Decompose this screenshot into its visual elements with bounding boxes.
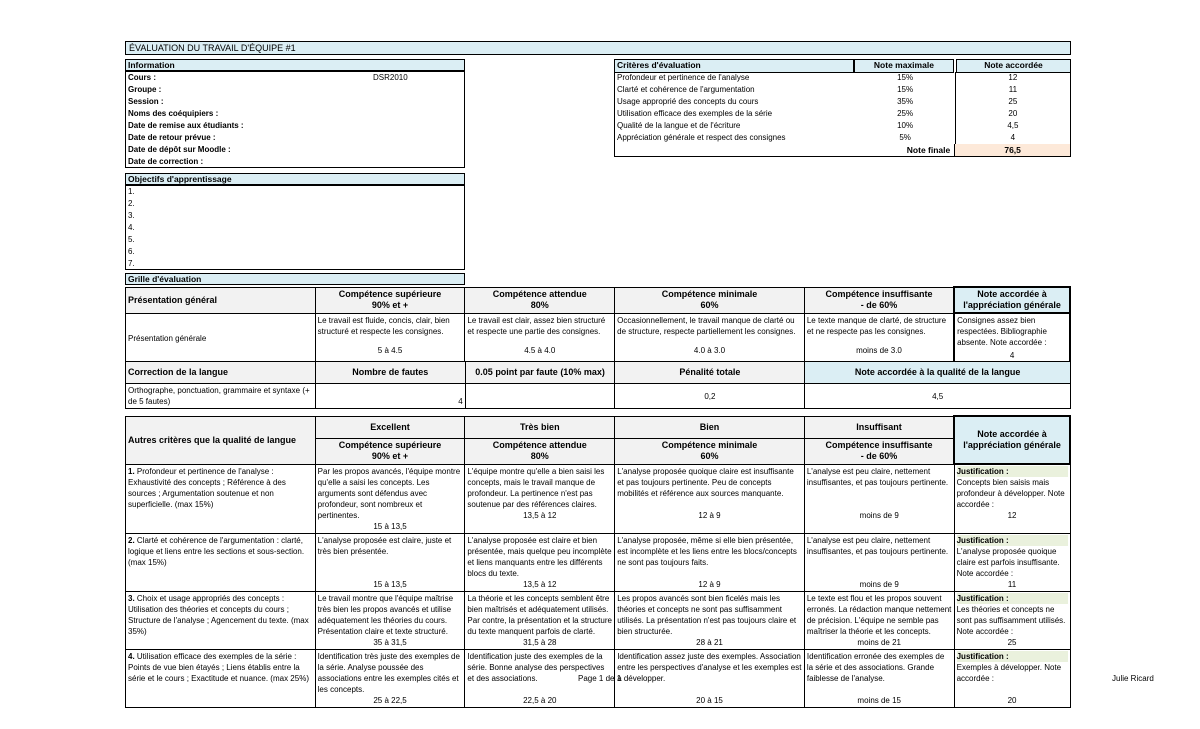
cell-range: 13,5 à 12 bbox=[523, 510, 557, 520]
final-label: Note finale bbox=[906, 145, 951, 155]
cell-text: L'analyse proposée est claire et bien présentée, mais quelque peu incomplète et liens manquants entre les différents blocs du texte. bbox=[467, 535, 612, 578]
cell-range: moins de 21 bbox=[857, 637, 902, 647]
justification-label: Justification : bbox=[957, 535, 1068, 546]
cell-text: Identification assez juste des exemples. Association entre les perspectives d'analyse et les exemples est à développer. bbox=[617, 651, 802, 683]
presentation-head: Présentation général bbox=[126, 287, 316, 313]
criterion-text: Choix et usage appropriés des concepts : Utilisation des théories et concepts du cours ; Structure de l'analyse ; Agencement du texte. (max 35%) bbox=[128, 593, 309, 636]
info-row bbox=[126, 144, 464, 156]
criterion-label bbox=[126, 464, 316, 533]
info-label: Date de retour prévue : bbox=[128, 133, 216, 142]
cell-text: Identification juste des exemples de la série. Bonne analyse des perspectives et des associations. bbox=[467, 651, 605, 683]
langue-table bbox=[125, 361, 1071, 409]
justification-text: Les théories et concepts ne sont pas suffisamment utilisés. Note accordée : bbox=[956, 604, 1066, 636]
criterion-text: Clarté et cohérence de l'argumentation : clarté, logique et liens entre les sections et sous-section. (max 15%) bbox=[128, 535, 305, 567]
criteria-max: 25% bbox=[897, 109, 914, 118]
criterion-cell bbox=[804, 464, 954, 533]
info-label: Date de correction : bbox=[128, 157, 204, 166]
cell-range: 35 à 31,5 bbox=[373, 637, 407, 647]
max-col-header: Note maximale bbox=[854, 59, 954, 73]
criterion-note: 11 bbox=[1007, 579, 1017, 589]
criteria-max: 15% bbox=[897, 85, 914, 94]
autres-note-head: Note accordée à l'appréciation générale bbox=[954, 416, 1070, 464]
cell-range: 28 à 21 bbox=[696, 637, 723, 647]
criteria-label: Clarté et cohérence de l'argumentation bbox=[617, 85, 755, 94]
autres-head: Autres critères que la qualité de langue bbox=[126, 416, 316, 464]
info-row bbox=[126, 72, 464, 84]
criterion-cell bbox=[615, 464, 805, 533]
info-value: DSR2010 bbox=[373, 73, 408, 82]
info-row bbox=[126, 96, 464, 108]
cell-range: 31,5 à 28 bbox=[523, 637, 557, 647]
info-value bbox=[373, 156, 464, 168]
given-col-header: Note accordée bbox=[956, 59, 1071, 73]
info-label: Date de remise aux étudiants : bbox=[128, 121, 244, 130]
pres-cell-2: Le travail est clair, assez bien structuré et respecte une partie des consignes. 4.5 à 4.0 bbox=[465, 313, 615, 363]
criteria-given: 11 bbox=[955, 84, 1070, 96]
autres-col-1: Compétence supérieure 90% et + bbox=[315, 438, 465, 464]
criterion-number: 3. bbox=[128, 593, 135, 603]
cell-text: L'équipe montre qu'elle a bien saisi les concepts, mais le travail manque de profondeur. La pertinence n'est pas soutenue par des références claires. bbox=[467, 466, 605, 509]
criterion-note-cell bbox=[954, 591, 1070, 649]
criterion-cell bbox=[804, 649, 954, 707]
info-value bbox=[373, 84, 464, 96]
cell-text: L'analyse proposée est claire, juste et très bien présentée. bbox=[317, 535, 452, 556]
info-value bbox=[373, 96, 464, 108]
criteria-max: 15% bbox=[897, 73, 914, 82]
criterion-number: 4. bbox=[128, 651, 135, 661]
cell-text: Le travail montre que l'équipe maîtrise très bien les propos avancés et utilise adéquatement les théories du cours. Présentation claire et texte structuré. bbox=[317, 593, 454, 636]
objective-item: 3. bbox=[128, 211, 135, 220]
autres-col-3: Compétence minimale 60% bbox=[615, 438, 805, 464]
criteria-given: 12 bbox=[955, 72, 1070, 84]
criterion-row bbox=[126, 591, 1071, 649]
info-row bbox=[126, 108, 464, 120]
final-value: 76,5 bbox=[954, 144, 1070, 156]
criterion-note: 25 bbox=[1007, 637, 1017, 647]
cell-text: L'analyse est peu claire, nettement insuffisantes, et pas toujours pertinente. bbox=[806, 466, 949, 487]
objective-item: 4. bbox=[128, 223, 135, 232]
cell-range: 12 à 9 bbox=[698, 510, 721, 520]
author-name: Julie Ricard bbox=[1112, 674, 1154, 683]
objective-item: 2. bbox=[128, 199, 135, 208]
pres-cell-1: Le travail est fluide, concis, clair, bien structuré et respecte les consignes. 5 à 4.5 bbox=[315, 313, 465, 363]
cell-range: 25 à 22,5 bbox=[373, 695, 407, 705]
cell-range: 12 à 9 bbox=[698, 579, 721, 589]
criterion-cell bbox=[615, 591, 805, 649]
information-box bbox=[125, 71, 465, 168]
point-header: 0.05 point par faute (10% max) bbox=[465, 362, 615, 384]
cell-text: L'analyse proposée quoique claire est insuffisante et pas toujours pertinente. Peu de concepts mobilités et référence aux sources manquante. bbox=[617, 466, 794, 498]
criterion-cell bbox=[315, 533, 465, 591]
cell-range: 20 à 15 bbox=[696, 695, 723, 705]
criterion-cell bbox=[804, 591, 954, 649]
autres-top-4: Insuffisant bbox=[804, 416, 954, 438]
criterion-row bbox=[126, 533, 1071, 591]
criteria-row bbox=[615, 72, 1070, 84]
cell-text: Le texte est flou et les propos souvent erronés. La rédaction manque nettement de précision. L'équipe ne semble pas maîtriser la théorie et les concepts. bbox=[806, 593, 952, 636]
information-header: Information bbox=[125, 59, 465, 71]
info-row bbox=[126, 132, 464, 144]
info-row bbox=[126, 120, 464, 132]
info-value bbox=[373, 144, 464, 156]
criteria-summary bbox=[614, 59, 1071, 156]
fautes-header: Nombre de fautes bbox=[315, 362, 465, 384]
objective-item: 1. bbox=[128, 187, 135, 196]
criteria-label: Qualité de la langue et de l'écriture bbox=[617, 121, 741, 130]
cell-text: Identification erronée des exemples de la série et des associations. Grande faiblesse de l'analyse. bbox=[806, 651, 945, 683]
criteria-row bbox=[615, 132, 1070, 144]
cell-text: La théorie et les concepts semblent être bien maîtrisés et adéquatement utilisés. Par contre, la présentation et la structure du texte manquent parfois de clarté. bbox=[467, 593, 612, 636]
criterion-cell bbox=[465, 464, 615, 533]
objective-item: 5. bbox=[128, 235, 135, 244]
cell-text: L'analyse proposée, même si elle bien présentée, est incomplète et les liens entre les blocs/concepts ne sont pas toujours faits. bbox=[617, 535, 797, 567]
criteria-label: Usage approprié des concepts du cours bbox=[617, 97, 759, 106]
criteria-max: 10% bbox=[897, 121, 914, 130]
criterion-text: Utilisation efficace des exemples de la série : Points de vue bien étayés ; Liens établis entre la série et le cours ; Exactitude et nuance. (max 25%) bbox=[128, 651, 309, 683]
criterion-cell bbox=[315, 649, 465, 707]
page-title: ÉVALUATION DU TRAVAIL D'ÉQUIPE #1 bbox=[125, 41, 1071, 55]
pres-cell-4: Le texte manque de clarté, de structure et ne respecte pas les consignes. moins de 3.0 bbox=[804, 313, 954, 363]
criterion-cell bbox=[465, 533, 615, 591]
cell-text: Par les propos avancés, l'équipe montre qu'elle a saisi les concepts. Les arguments sont défendus avec profondeur, sont nombreux et pertinentes. bbox=[317, 466, 461, 520]
criterion-number: 1. bbox=[128, 466, 135, 476]
justification-text: Concepts bien saisis mais profondeur à développer. Note accordée : bbox=[956, 478, 1065, 509]
pres-col-1: Compétence supérieure 90% et + bbox=[315, 287, 465, 313]
criterion-label bbox=[126, 649, 316, 707]
info-label: Cours : bbox=[128, 73, 156, 82]
autres-top-2: Très bien bbox=[465, 416, 615, 438]
cell-text: L'analyse est peu claire, nettement insuffisantes, et pas toujours pertinente. bbox=[806, 535, 949, 556]
criterion-cell bbox=[315, 464, 465, 533]
info-value bbox=[373, 132, 464, 144]
criterion-cell bbox=[465, 591, 615, 649]
criterion-note: 20 bbox=[1007, 695, 1017, 705]
autres-table bbox=[125, 415, 1071, 708]
criteria-row bbox=[615, 108, 1070, 120]
autres-top-3: Bien bbox=[615, 416, 805, 438]
criterion-note: 12 bbox=[1007, 511, 1017, 520]
pres-row-label: Présentation générale bbox=[126, 313, 316, 363]
penalite-header: Pénalité totale bbox=[615, 362, 805, 384]
criteria-given: 4,5 bbox=[955, 120, 1070, 132]
info-row bbox=[126, 156, 464, 168]
grille-header: Grille d'évaluation bbox=[125, 273, 465, 285]
cell-range: 13,5 à 12 bbox=[523, 579, 557, 589]
cell-text: Identification très juste des exemples de la série. Analyse poussée des associations entre les exemples cités et les concepts. bbox=[317, 651, 460, 694]
criterion-number: 2. bbox=[128, 535, 135, 545]
cell-range: moins de 9 bbox=[859, 510, 899, 520]
cell-text: Les propos avancés sont bien ficelés mais les théories et concepts ne sont pas suffisamment utilisés. La présentation n'est pas toujours claire et bien structurée. bbox=[617, 593, 797, 636]
info-label: Session : bbox=[128, 97, 164, 106]
langue-note-header: Note accordée à la qualité de la langue bbox=[805, 362, 1071, 384]
criterion-cell bbox=[804, 533, 954, 591]
penalite-value: 0,2 bbox=[615, 384, 805, 409]
langue-note-value: 4,5 bbox=[805, 384, 1071, 409]
criteria-given: 4 bbox=[955, 132, 1070, 144]
info-value bbox=[373, 108, 464, 120]
cell-range: 15 à 13,5 bbox=[373, 579, 407, 589]
cell-range: 15 à 13,5 bbox=[373, 521, 407, 531]
justification-label: Justification : bbox=[957, 466, 1068, 477]
criteria-row bbox=[615, 84, 1070, 96]
pres-cell-3: Occasionnellement, le travail manque de clarté ou de structure, respecte partiellement les consignes. 4.0 à 3.0 bbox=[615, 313, 805, 363]
presentation-table bbox=[125, 286, 1071, 364]
justification-label: Justification : bbox=[957, 651, 1068, 662]
objective-item: 7. bbox=[128, 259, 135, 268]
criteria-given: 20 bbox=[955, 108, 1070, 120]
pres-note-cell: Consignes assez bien respectées. Bibliographie absente. Note accordée : 4 bbox=[954, 313, 1070, 363]
pres-col-2: Compétence attendue 80% bbox=[465, 287, 615, 313]
info-label: Groupe : bbox=[128, 85, 162, 94]
info-label: Date de dépôt sur Moodle : bbox=[128, 145, 231, 154]
criteria-max: 5% bbox=[899, 133, 911, 142]
justification-label: Justification : bbox=[957, 593, 1068, 604]
criteria-label: Appréciation générale et respect des consignes bbox=[617, 133, 786, 142]
criterion-label bbox=[126, 591, 316, 649]
justification-text: Exemples à développer. Note accordée : bbox=[956, 662, 1062, 683]
langue-head: Correction de la langue bbox=[126, 362, 316, 384]
autres-top-1: Excellent bbox=[315, 416, 465, 438]
cell-range: moins de 15 bbox=[857, 695, 902, 705]
cell-range: moins de 9 bbox=[859, 579, 899, 589]
objectives-box bbox=[125, 185, 465, 270]
autres-col-4: Compétence insuffisante - de 60% bbox=[804, 438, 954, 464]
criteria-max: 35% bbox=[897, 97, 914, 106]
fautes-value: 4 bbox=[315, 384, 465, 409]
autres-col-2: Compétence attendue 80% bbox=[465, 438, 615, 464]
criteria-row bbox=[615, 120, 1070, 132]
criterion-note-cell bbox=[954, 649, 1070, 707]
criterion-text: Profondeur et pertinence de l'analyse : Exhaustivité des concepts ; Référence à des sources ; Argumentation soutenue et non superficielle. (max 15%) bbox=[128, 466, 286, 509]
criteria-given: 25 bbox=[955, 96, 1070, 108]
criterion-cell bbox=[315, 591, 465, 649]
objective-item: 6. bbox=[128, 247, 135, 256]
criteria-col-header: Critères d'évaluation bbox=[614, 59, 854, 73]
criterion-note-cell bbox=[954, 464, 1070, 533]
page-number: Page 1 de 1 bbox=[578, 674, 622, 683]
point-value bbox=[465, 384, 615, 409]
langue-row-label: Orthographe, ponctuation, grammaire et syntaxe (+ de 5 fautes) bbox=[126, 384, 316, 409]
criterion-row bbox=[126, 464, 1071, 533]
info-value bbox=[373, 120, 464, 132]
criteria-label: Utilisation efficace des exemples de la série bbox=[617, 109, 773, 118]
info-row bbox=[126, 84, 464, 96]
pres-col-4: Compétence insuffisante - de 60% bbox=[804, 287, 954, 313]
justification-text: L'analyse proposée quoique claire est parfois insuffisante. Note accordée : bbox=[956, 546, 1060, 578]
criteria-row bbox=[615, 96, 1070, 108]
criteria-label: Profondeur et pertinence de l'analyse bbox=[617, 73, 750, 82]
objectives-header: Objectifs d'apprentissage bbox=[125, 173, 465, 185]
criterion-label bbox=[126, 533, 316, 591]
cell-range: 22,5 à 20 bbox=[523, 695, 557, 705]
criterion-cell bbox=[615, 533, 805, 591]
pres-col-3: Compétence minimale 60% bbox=[615, 287, 805, 313]
info-label: Noms des coéquipiers : bbox=[128, 109, 219, 118]
criterion-note-cell bbox=[954, 533, 1070, 591]
pres-note-head: Note accordée à l'appréciation générale bbox=[954, 287, 1070, 313]
final-row bbox=[615, 144, 1070, 156]
